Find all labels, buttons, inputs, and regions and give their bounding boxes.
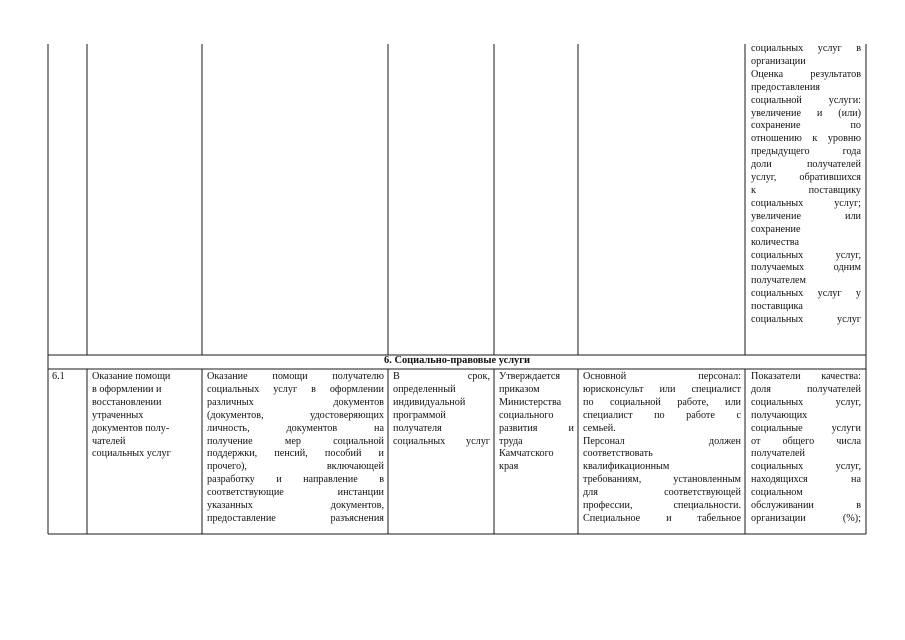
text-word: получателей (806, 383, 861, 395)
text-line (751, 172, 861, 185)
text-line: Оказание помощи (92, 371, 171, 382)
text-word: к (812, 133, 818, 145)
text-word: получаемых (751, 262, 805, 274)
text-line (751, 423, 861, 436)
text-line (583, 397, 741, 410)
text-line (751, 461, 861, 474)
text-line (751, 43, 861, 56)
text-word: услуг; (834, 197, 861, 209)
text-word: увеличение (751, 210, 801, 222)
text-line (751, 262, 861, 275)
text-line: Камчатского (499, 448, 554, 460)
text-word: организации (751, 512, 806, 524)
text-word: документов, (330, 500, 384, 512)
text-line: получателя (393, 422, 442, 434)
text-word: персонал: (698, 371, 741, 382)
top-row-indicators-cell (751, 43, 861, 327)
text-word: Оказание (207, 371, 248, 382)
text-line: определенный (393, 383, 456, 395)
text-word: оформлении (329, 383, 384, 395)
text-word: (или) (838, 107, 861, 119)
service-name-cell (92, 371, 198, 461)
text-word: и (378, 448, 384, 460)
text-word: в (856, 500, 861, 512)
text-line: социальных услуг (92, 448, 171, 460)
text-word: результатов (810, 68, 861, 80)
text-word: в (379, 474, 384, 486)
text-word: разработку (207, 474, 255, 486)
text-word: услуг (837, 314, 861, 326)
text-word: требованиям, (583, 474, 642, 486)
text-word: (%); (842, 512, 861, 524)
text-word: специалист (691, 383, 741, 395)
text-word: социальных (393, 435, 446, 447)
text-line (207, 474, 384, 487)
text-word: у (855, 288, 861, 300)
text-line (583, 474, 741, 487)
text-line (583, 410, 741, 423)
text-line (207, 397, 384, 410)
text-line (751, 397, 861, 410)
text-word: качества: (821, 371, 861, 382)
text-line (207, 487, 384, 500)
text-word: на (851, 474, 861, 486)
text-word: на (374, 422, 384, 434)
text-word: или (725, 396, 741, 408)
text-line (751, 146, 861, 159)
text-word: по (654, 409, 665, 421)
text-line (207, 448, 384, 461)
text-word: и (568, 422, 574, 434)
text-word: установленным (673, 474, 741, 486)
text-line (207, 423, 384, 436)
text-word: социальной (333, 435, 384, 447)
text-line (583, 384, 741, 397)
text-word: удостоверяющих (310, 409, 384, 421)
text-word: и (276, 474, 282, 486)
service-description-cell (207, 371, 384, 526)
text-word: или (659, 383, 676, 395)
text-word: (документов, (207, 409, 264, 421)
text-line (751, 185, 861, 198)
text-word: социальные (751, 422, 803, 434)
text-word: юрисконсульт (583, 383, 644, 395)
text-word: обратившихся (799, 172, 861, 184)
text-word: услуг, (835, 396, 861, 408)
text-line (751, 474, 861, 487)
text-word: услуги (831, 422, 861, 434)
text-word: в (311, 383, 316, 395)
text-word: предыдущего (751, 146, 810, 158)
text-word: Показатели (751, 371, 801, 382)
service-conditions-cell (583, 371, 741, 526)
text-word: личность, (207, 422, 250, 434)
text-word: увеличение (751, 107, 801, 119)
text-line (583, 371, 741, 384)
text-word: по (583, 396, 594, 408)
text-line (207, 384, 384, 397)
text-line: индивидуальной (393, 396, 466, 408)
text-word: уровню (827, 133, 861, 145)
text-word: помощи (272, 371, 308, 382)
text-word: срок, (467, 371, 490, 382)
text-word: поддержки, (207, 448, 258, 460)
text-word: доля (751, 383, 771, 395)
text-line (751, 95, 861, 108)
text-line (751, 371, 861, 384)
text-word: по (850, 120, 861, 132)
text-line: количества (751, 236, 799, 248)
text-word: предоставление (207, 512, 276, 524)
text-line (751, 314, 861, 327)
text-line (751, 198, 861, 211)
text-word: различных (207, 396, 254, 408)
text-word: услуг, (835, 461, 861, 473)
text-line (751, 250, 861, 263)
text-line (207, 500, 384, 513)
text-line: восстановлении (92, 396, 162, 408)
text-word: и (816, 107, 823, 119)
service-term-cell (393, 371, 490, 448)
text-word: услуг, (835, 249, 861, 261)
text-line: семьей. (583, 422, 616, 434)
text-line: социальном (751, 487, 803, 499)
text-word: общего (782, 435, 815, 447)
text-word: услуг, (751, 172, 777, 184)
text-word: разъяснения (330, 512, 384, 524)
text-word: в (856, 43, 861, 54)
text-word: услуг (817, 288, 842, 300)
section-title: 6. Социально-правовые услуги (384, 355, 530, 366)
text-line: чателей (92, 435, 126, 447)
text-line: получателей (751, 448, 806, 460)
text-word: социальной (751, 94, 802, 106)
text-line: социального (499, 409, 554, 421)
text-line: получающих (751, 409, 808, 421)
text-line: сохранение (751, 223, 801, 235)
text-line: предоставления (751, 81, 820, 93)
text-word: доли (751, 159, 772, 171)
text-word: года (842, 146, 861, 158)
text-word: социальных (207, 383, 260, 395)
text-word: услуги: (828, 94, 861, 106)
text-word: специальности. (673, 500, 741, 512)
text-line (751, 513, 861, 526)
text-line: приказом (499, 383, 540, 395)
text-word: получателей (806, 159, 861, 171)
text-word: от (751, 435, 761, 447)
text-word: получателю (332, 371, 384, 382)
text-word: поставщику (808, 184, 861, 196)
text-word: к (751, 184, 756, 196)
text-word: числа (836, 435, 861, 447)
text-line: организации (751, 55, 806, 67)
text-line (207, 371, 384, 384)
text-line: в оформлении и (92, 383, 162, 395)
text-line (207, 410, 384, 423)
text-line (751, 384, 861, 397)
text-word: отношению (751, 133, 802, 145)
text-word: социальных (751, 197, 804, 209)
text-word: социальных (751, 396, 804, 408)
text-line (583, 513, 741, 526)
text-line (393, 436, 490, 449)
text-word: или (845, 210, 861, 222)
text-word: работе (686, 409, 715, 421)
row-number: 6.1 (52, 371, 65, 382)
text-word: должен (708, 435, 741, 447)
text-line (207, 513, 384, 526)
text-line (751, 159, 861, 172)
text-word: профессии, (583, 500, 633, 512)
text-word: развития (499, 422, 538, 434)
text-word: с (736, 409, 741, 421)
text-word: прочего), (207, 461, 247, 473)
text-word: для (583, 487, 598, 499)
text-line: Утверждается (499, 371, 561, 382)
text-word: социальных (751, 461, 804, 473)
text-word: получение (207, 435, 253, 447)
text-word: включающей (326, 461, 384, 473)
quality-indicators-cell (751, 371, 861, 526)
text-word: Оценка (751, 68, 784, 80)
text-word: Специальное (583, 512, 641, 524)
text-line: поставщика (751, 301, 803, 313)
text-line (751, 120, 861, 133)
text-word: социальных (751, 288, 804, 300)
text-word: Персонал (583, 435, 625, 447)
text-line: утраченных (92, 409, 144, 421)
text-line (751, 500, 861, 513)
service-tariff-cell (499, 371, 574, 474)
text-word: социальных (751, 314, 804, 326)
text-line: труда (499, 435, 523, 447)
text-word: обслуживании (751, 500, 814, 512)
text-line (751, 108, 861, 121)
text-word: социальных (751, 43, 804, 54)
text-word: Основной (583, 371, 627, 382)
text-line: программой (393, 409, 446, 421)
text-word: инстанции (337, 487, 384, 499)
text-line (751, 133, 861, 146)
text-line: квалификационным (583, 461, 670, 473)
text-word: услуг (273, 383, 298, 395)
text-word: документов (333, 396, 384, 408)
text-word: документов (286, 422, 338, 434)
text-word: В (393, 371, 400, 382)
text-word: мер (284, 435, 301, 447)
text-line (751, 69, 861, 82)
text-word: табельное (697, 512, 741, 524)
text-line (751, 436, 861, 449)
text-line: края (499, 461, 519, 473)
text-line: соответствовать (583, 448, 653, 460)
text-word: направление (303, 474, 358, 486)
text-line (207, 436, 384, 449)
text-line (751, 211, 861, 224)
text-line (583, 436, 741, 449)
text-line (499, 423, 574, 436)
text-word: пособий (324, 448, 362, 460)
text-word: социальной (609, 396, 661, 408)
text-line (207, 461, 384, 474)
text-word: услуг (466, 435, 490, 447)
text-word: социальных (751, 249, 804, 261)
text-word: соответствующие (207, 487, 284, 499)
text-line (583, 487, 741, 500)
text-line (583, 500, 741, 513)
text-line: документов полу- (92, 422, 170, 434)
text-word: сохранение (751, 120, 801, 132)
text-line (393, 371, 490, 384)
text-word: и (666, 512, 672, 524)
text-word: соответствующей (664, 487, 741, 499)
text-word: работе, (677, 396, 709, 408)
text-line: Министерства (499, 396, 562, 408)
text-word: одним (833, 262, 861, 274)
text-line: получателем (751, 275, 806, 287)
text-word: специалист (583, 409, 633, 421)
text-word: указанных (207, 500, 253, 512)
text-word: находящихся (751, 474, 808, 486)
text-word: пенсий, (274, 448, 308, 460)
text-line (751, 288, 861, 301)
text-word: услуг (817, 43, 842, 54)
